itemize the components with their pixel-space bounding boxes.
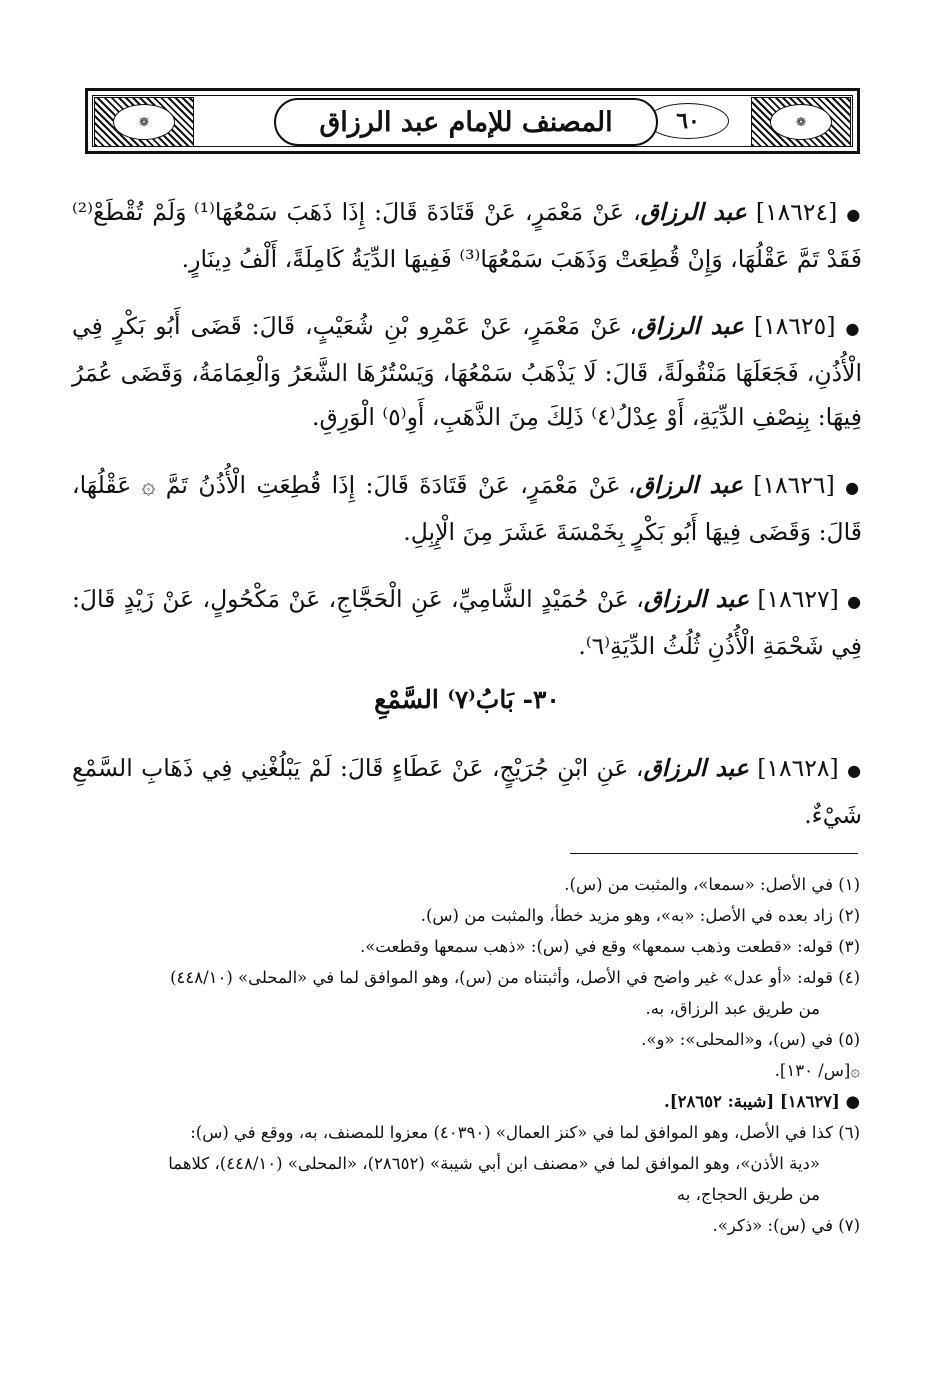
entry-number: [١٨٦٢٨] [757, 753, 839, 782]
ornament-logo-left: ❁ [113, 104, 175, 140]
entry-narrator: عبد الرزاق [643, 585, 750, 613]
entry-text: ، عَنْ مَعْمَرٍ، عَنْ قَتَادَةَ قَالَ: إِذَا ذَهَبَ سَمْعُهَا⁽¹⁾ وَلَمْ تُقْطَعْ⁽²⁾ فَقَدْ تَمَّ عَقْلُهَا، وَإِنْ قُطِعَتْ وَذَهَبَ سَمْعُهَا⁽³⁾ فَفِيهَا الدِّيَةُ كَامِلَةً، أَلْفُ دِينَارٍ. [72, 197, 862, 273]
footnotes [60, 870, 860, 1242]
entry-bullet: ● [847, 760, 862, 780]
cross-reference: ● [١٨٦٢٧] [شيبة: ٢٨٦٥٢]. [664, 1092, 860, 1111]
entry-number: [١٨٦٢٧] [757, 585, 839, 613]
footnote-divider [570, 853, 858, 854]
entry-narrator: عبد الرزاق [635, 470, 743, 499]
entry-narrator: عبد الرزاق [637, 312, 745, 340]
footnote-1: (١) في الأصل: «سمعا»، والمثبت من (س). [564, 875, 860, 894]
page-number: ٦٠ [647, 103, 729, 139]
entry-text: ، عَنْ حُمَيْدٍ الشَّامِيِّ، عَنِ الْحَجَّاجِ، عَنْ مَكْحُولٍ، عَنْ زَيْدٍ قَالَ: فِي شَحْمَةِ الْأُذُنِ ثُلُثُ الدِّيَةِ⁽٦⁾. [72, 585, 862, 660]
main-text [72, 166, 862, 847]
footnote-6: (٦) كذا في الأصل، وهو الموافق لما في «كنز العمال» (٤٠٣٩٠) معزوا للمصنف، به، ووقع في (س): [190, 1123, 860, 1142]
footnote-3: (٣) قوله: «قطعت وذهب سمعها» وقع في (س): «ذهب سمعها وقطعت». [359, 937, 860, 956]
entry-bullet: ● [846, 204, 862, 224]
entry-bullet: ● [845, 319, 862, 338]
folio-marker: ۞[س/ ١٣٠]. [774, 1061, 860, 1080]
entry-narrator: عبد الرزاق [640, 197, 747, 226]
entry-number: [١٨٦٢٦] [753, 470, 835, 499]
footnote-4-continuation: من طريق عبد الرزاق، به. [645, 999, 820, 1018]
chapter-heading: ٣٠- بَابُ⁽٧⁾ السَّمْعِ [374, 685, 560, 714]
hadith-entry-18627 [72, 577, 862, 668]
footnote-5: (٥) في (س)، و«المحلى»: «و». [641, 1030, 860, 1049]
entry-bullet: ● [845, 477, 862, 497]
entry-bullet: ● [847, 592, 862, 611]
running-title: المصنف للإمام عبد الرزاق [274, 98, 658, 146]
entry-narrator: عبد الرزاق [643, 753, 749, 782]
header-ornament-left [94, 97, 194, 147]
hadith-entry-18628 [72, 746, 862, 837]
footnote-4: (٤) قوله: «أو عدل» غير واضح في الأصل، وأثبتناه من (س)، وهو الموافق لما في «المحلى» (٤٤٨/١٠) [170, 968, 860, 987]
entry-text: ، عَنْ مَعْمَرٍ، عَنْ عَمْرِو بْنِ شُعَيْبٍ، قَالَ: قَضَى أَبُو بَكْرٍ فِي الْأُذُنِ، فَجَعَلَهَا مَنْقُولَةً، قَالَ: لَا يَذْهَبُ سَمْعُهَا، وَيَسْتُرُهَا الشَّعَرُ وَالْعِمَامَةُ، وَقَضَى عُمَرُ فِيهَا: بِنِصْفِ الدِّيَةِ، أَوْ عِدْلُ⁽٤⁾ ذَلِكَ مِنَ الذَّهَبِ، أَوِ⁽٥⁾ الْوَرِقِ. [72, 312, 862, 431]
hadith-entry-18624 [72, 190, 862, 281]
footnote-6-continuation-2: من طريق الحجاج، به [676, 1185, 820, 1204]
entry-text: ، عَنِ ابْنِ جُرَيْجٍ، عَنْ عَطَاءٍ قَالَ: لَمْ يَبْلُغْنِي فِي ذَهَابِ السَّمْعِ شَيْءٌ. [72, 753, 862, 829]
entry-number: [١٨٦٢٥] [754, 312, 836, 340]
hadith-entry-18625 [72, 304, 862, 439]
footnote-7: (٧) في (س): «ذكر». [712, 1216, 860, 1235]
footnote-6-continuation: «دية الأذن»، وهو الموافق لما في «مصنف ابن أبي شيبة» (٢٨٦٥٢)، «المحلى» (٤٤٨/١٠)، كلاهما [168, 1154, 820, 1173]
entry-text: ، عَنْ مَعْمَرٍ، عَنْ قَتَادَةَ قَالَ: إِذَا قُطِعَتِ الْأُذُنُ تَمَّ ۞ عَقْلُهَا، قَالَ: وَقَضَى فِيهَا أَبُو بَكْرٍ بِخَمْسَةَ عَشَرَ مِنَ الْإِبِلِ. [72, 470, 862, 546]
entry-number: [١٨٦٢٤] [755, 197, 838, 226]
hadith-entry-18626 [72, 463, 862, 554]
ornament-logo-right: ❁ [770, 104, 832, 140]
page-header [85, 88, 860, 154]
header-ornament-right [751, 97, 851, 147]
footnote-2: (٢) زاد بعده في الأصل: «به»، وهو مزيد خطأ، والمثبت من (س). [420, 906, 860, 925]
